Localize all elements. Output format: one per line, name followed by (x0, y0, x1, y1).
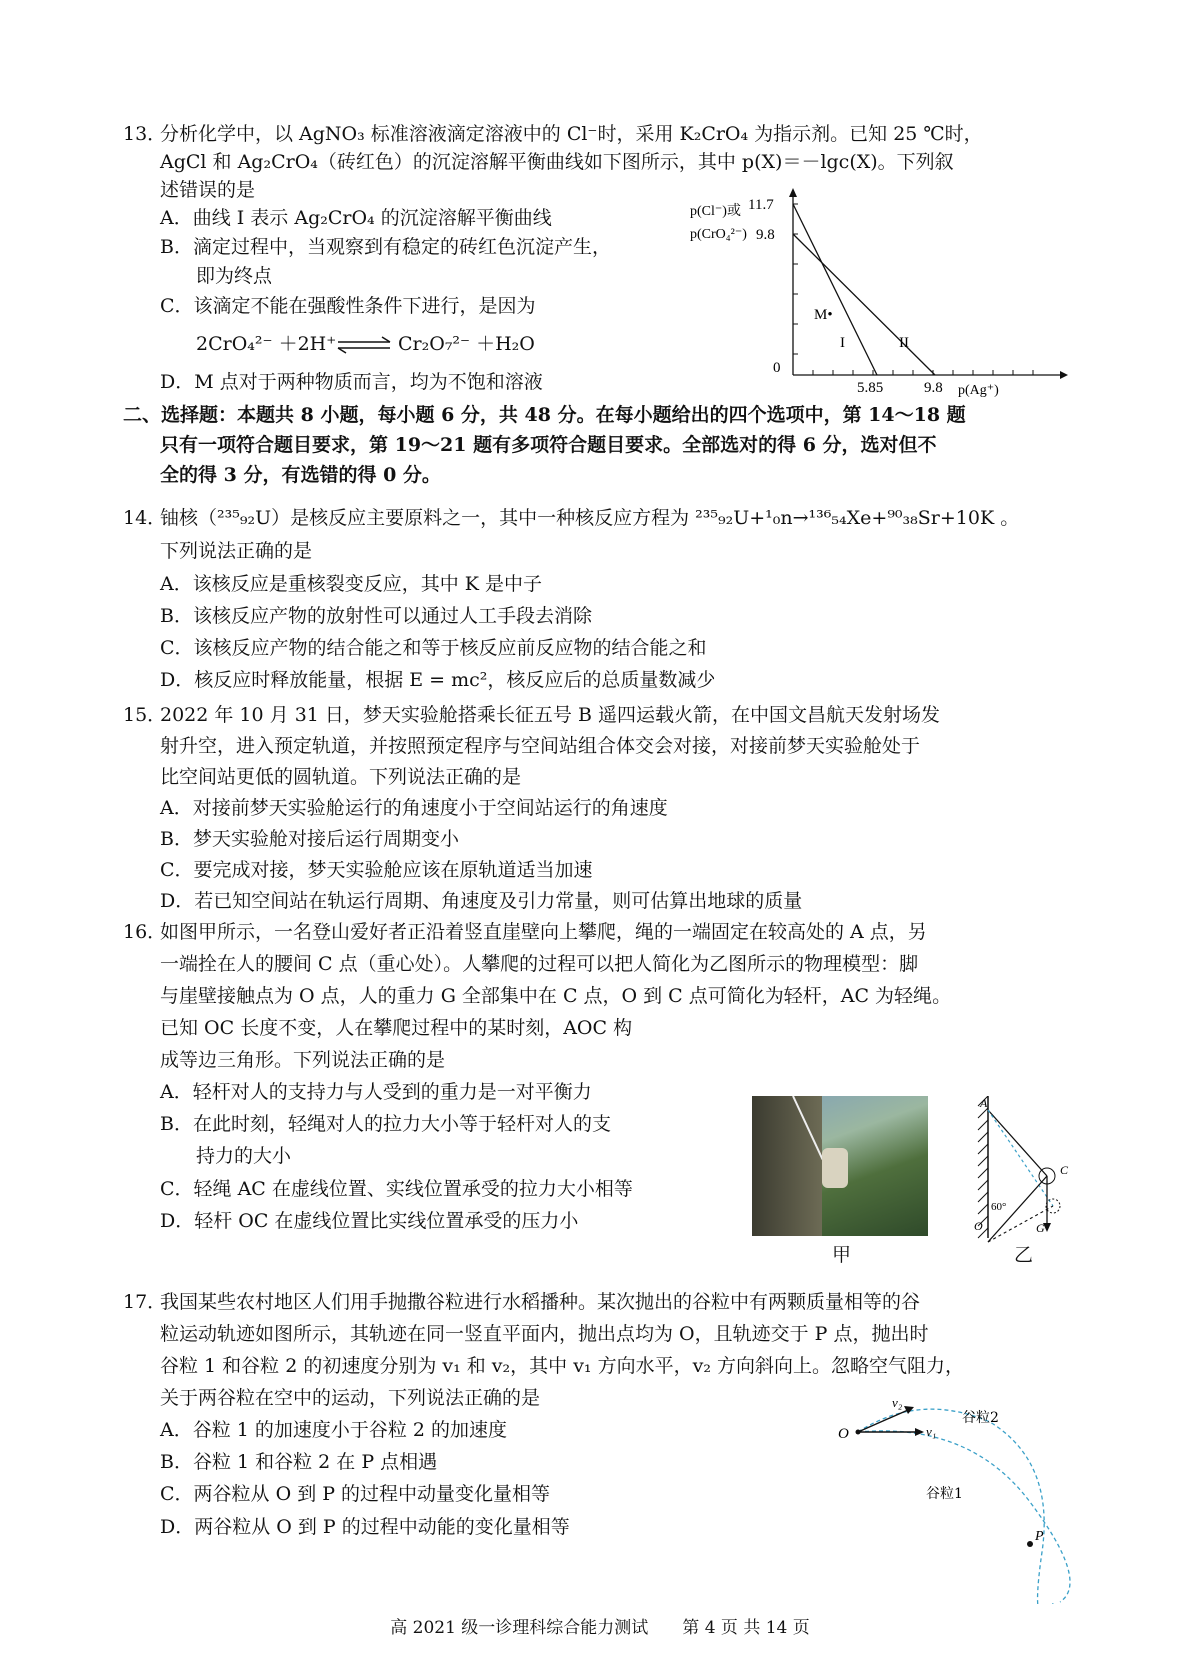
section-2-header-line1: 二、选择题：本题共 8 小题，每小题 6 分，共 48 分。在每小题给出的四个选项中，第 14～18 题 (123, 404, 966, 426)
q13-equation-left: 2CrO₄²⁻ ＋2H⁺ (196, 333, 337, 355)
q13-stem-line2: AgCl 和 Ag₂CrO₄（砖红色）的沉淀溶解平衡曲线如下图所示，其中 p(X)＝－lgc(X)。下列叙 (160, 151, 954, 173)
solubility-curve-graph (690, 188, 1090, 408)
q16-option-a: A．轻杆对人的支持力与人受到的重力是一对平衡力 (160, 1081, 592, 1103)
axis-ticks (793, 204, 1033, 375)
origin-label: 0 (773, 360, 781, 376)
x-tick-5-85: 5.85 (857, 380, 884, 396)
point-P (1027, 1541, 1033, 1547)
y-tick-11-7: 11.7 (748, 197, 774, 213)
q13-equation-right: Cr₂O₇²⁻ ＋H₂O (398, 333, 535, 355)
label-O: O (838, 1426, 849, 1442)
q14-option-d: D．核反应时释放能量，根据 E = mc²，核反应后的总质量数减少 (160, 669, 716, 691)
q14-number: 14． (123, 507, 167, 529)
y-axis-label-1: p(Cl⁻)或 (690, 204, 741, 219)
q15-stem-line1: 2022 年 10 月 31 日，梦天实验舱搭乘长征五号 B 遥四运载火箭，在中国文昌航天发射场发 (160, 704, 940, 726)
q15-option-c: C．要完成对接，梦天实验舱应该在原轨道适当加速 (160, 859, 593, 881)
q16-option-d: D．轻杆 OC 在虚线位置比实线位置承受的压力小 (160, 1210, 579, 1232)
wall-hatching (978, 1096, 988, 1238)
q13-option-b: B．滴定过程中，当观察到有稳定的砖红色沉淀产生， (160, 236, 611, 258)
label-v2: v₂ (892, 1395, 903, 1410)
curve-I-label: I (840, 335, 845, 351)
figure-yi-caption: 乙 (1014, 1244, 1034, 1266)
label-grain2: 谷粒2 (962, 1410, 999, 1426)
rope-ac (988, 1110, 1047, 1176)
equilibrium-arrow-icon (336, 334, 394, 356)
q15-option-d: D．若已知空间站在轨运行周期、角速度及引力常量，则可估算出地球的质量 (160, 890, 803, 912)
q17-stem-line2: 粒运动轨迹如图所示，其轨迹在同一竖直平面内，抛出点均为 O，且轨迹交于 P 点，抛出时 (160, 1323, 929, 1345)
y-axis-arrow-icon (789, 188, 797, 197)
q14-stem-line2: 下列说法正确的是 (160, 540, 313, 562)
climber-photo (752, 1096, 928, 1236)
q15-option-a: A．对接前梦天实验舱运行的角速度小于空间站运行的角速度 (160, 797, 668, 819)
rope-ac-dashed (988, 1110, 1053, 1206)
y-axis-label-2: p(CrO₄²⁻) (690, 227, 747, 242)
q14-option-a: A．该核反应是重核裂变反应，其中 K 是中子 (160, 573, 542, 595)
q16-number: 16． (123, 921, 167, 943)
label-A: A (980, 1096, 988, 1110)
label-angle: 60° (991, 1201, 1007, 1213)
q13-number: 13． (123, 123, 167, 145)
q15-stem-line2: 射升空，进入预定轨道，并按照预定程序与空间站组合体交会对接，对接前梦天实验舱处于 (160, 735, 921, 757)
point-O (856, 1430, 861, 1435)
label-grain1: 谷粒1 (926, 1486, 963, 1502)
q16-stem-line4: 已知 OC 长度不变，人在攀爬过程中的某时刻，AOC 构 (160, 1017, 633, 1039)
q14-option-c: C．该核反应产物的结合能之和等于核反应前反应物的结合能之和 (160, 637, 707, 659)
q15-stem-line3: 比空间站更低的圆轨道。下列说法正确的是 (160, 766, 522, 788)
q17-number: 17． (123, 1291, 167, 1313)
q16-option-b: B．在此时刻，轻绳对人的拉力大小等于轻杆对人的支 (160, 1113, 611, 1135)
q13-option-c: C．该滴定不能在强酸性条件下进行，是因为 (160, 295, 536, 317)
curve-II (793, 234, 935, 375)
q16-stem-line2: 一端拴在人的腰间 C 点（重心处）。人攀爬的过程可以把人简化为乙图所示的物理模型：脚 (160, 953, 919, 975)
q14-option-b: B．该核反应产物的放射性可以通过人工手段去消除 (160, 605, 592, 627)
q14-stem-line1: 铀核（²³⁵₉₂U）是核反应主要原料之一，其中一种核反应方程为 ²³⁵₉₂U+¹₀n→¹³⁶₅₄Xe+⁹⁰₃₈Sr+10K 。 (160, 507, 1020, 529)
section-2-header-line2: 只有一项符合题目要求，第 19～21 题有多项符合题目要求。全部选对的得 6 分，选对但不 (160, 434, 937, 456)
v2-arrow (858, 1410, 908, 1432)
q17-stem-line4: 关于两谷粒在空中的运动，下列说法正确的是 (160, 1387, 541, 1409)
q13-stem-line1: 分析化学中，以 AgNO₃ 标准溶液滴定溶液中的 Cl⁻时，采用 K₂CrO₄ 为指示剂。已知 25 ℃时， (160, 123, 983, 145)
q13-option-d: D．M 点对于两种物质而言，均为不饱和溶液 (160, 371, 543, 393)
q13-stem-line3: 述错误的是 (160, 179, 256, 201)
q17-stem-line3: 谷粒 1 和谷粒 2 的初速度分别为 v₁ 和 v₂，其中 v₁ 方向水平，v₂ 方向斜向上。忽略空气阻力， (160, 1355, 964, 1377)
trajectory-grain2 (858, 1409, 1054, 1604)
q17-stem-line1: 我国某些农村地区人们用手抛撒谷粒进行水稻播种。某次抛出的谷粒中有两颗质量相等的谷 (160, 1291, 921, 1313)
q17-option-d: D．两谷粒从 O 到 P 的过程中动能的变化量相等 (160, 1516, 570, 1538)
q17-option-b: B．谷粒 1 和谷粒 2 在 P 点相遇 (160, 1451, 438, 1473)
label-v1: v₁ (926, 1424, 937, 1439)
curve-I (793, 204, 877, 375)
section-2-header-line3: 全的得 3 分，有选错的得 0 分。 (160, 464, 441, 486)
figure-jia-caption: 甲 (832, 1244, 852, 1266)
label-O: O (974, 1219, 983, 1233)
q15-number: 15． (123, 704, 167, 726)
grain-trajectory-diagram (830, 1392, 1090, 1604)
y-tick-9-8: 9.8 (756, 227, 775, 243)
x-axis-label: p(Ag⁺) (958, 383, 999, 398)
x-tick-9-8: 9.8 (924, 380, 943, 396)
label-P: P (1035, 1529, 1044, 1544)
x-axis-arrow-icon (1060, 371, 1068, 379)
curve-II-label: II (899, 335, 909, 351)
q16-stem-line3: 与崖壁接触点为 O 点，人的重力 G 全部集中在 C 点，O 到 C 点可简化为轻杆，AC 为轻绳。 (160, 985, 952, 1007)
q13-option-a: A．曲线 I 表示 Ag₂CrO₄ 的沉淀溶解平衡曲线 (160, 207, 552, 229)
q13-option-b-cont: 即为终点 (196, 265, 273, 287)
point-M-label: M• (814, 307, 833, 323)
q17-option-c: C．两谷粒从 O 到 P 的过程中动量变化量相等 (160, 1483, 551, 1505)
label-G: G (1036, 1221, 1045, 1235)
climber-model-diagram (960, 1096, 1080, 1246)
q16-option-b-cont: 持力的大小 (196, 1145, 292, 1167)
q17-option-a: A．谷粒 1 的加速度小于谷粒 2 的加速度 (160, 1419, 508, 1441)
label-C: C (1060, 1163, 1069, 1177)
trajectory-grain1 (858, 1431, 1070, 1602)
q15-option-b: B．梦天实验舱对接后运行周期变小 (160, 828, 459, 850)
page-footer: 高 2021 级一诊理科综合能力测试 第 4 页 共 14 页 (390, 1618, 810, 1638)
q16-option-c: C．轻绳 AC 在虚线位置、实线位置承受的拉力大小相等 (160, 1178, 633, 1200)
q16-stem-line5: 成等边三角形。下列说法正确的是 (160, 1049, 446, 1071)
q16-stem-line1: 如图甲所示，一名登山爱好者正沿着竖直崖壁向上攀爬，绳的一端固定在较高处的 A 点，另 (160, 921, 927, 943)
